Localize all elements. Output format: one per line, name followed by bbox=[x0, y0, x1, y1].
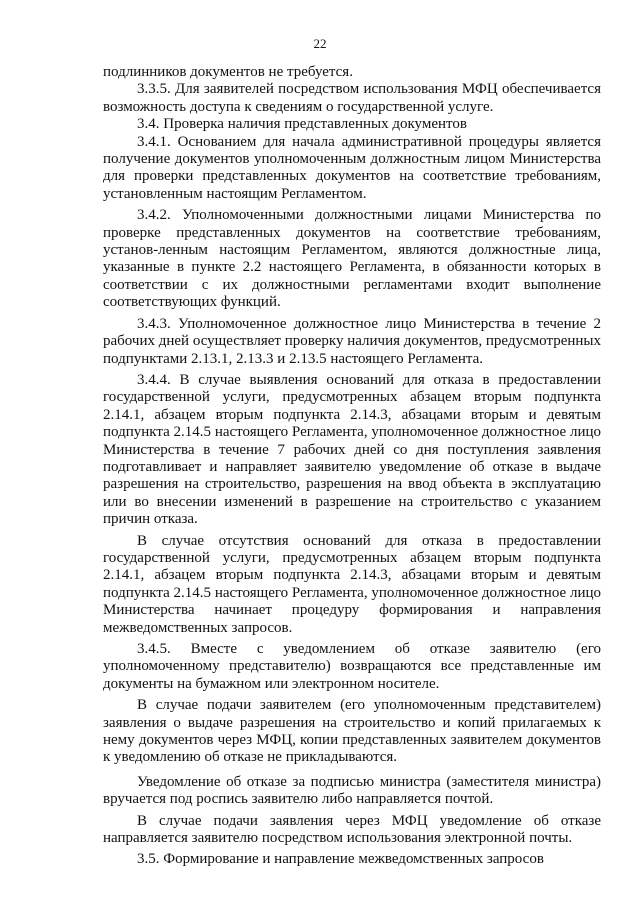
paragraph-3-4-4: 3.4.4. В случае выявления оснований для отказа в предоставлении государственной услуги, предусмотренных абзацем вторым подпункта 2.14.1, абзацем вторым подпункта 2.14.3, абзацами вторым и девятым подпункта 2.14.5 настоящего Регламента, уполномоченное должностное лицо Министерства в течение 7 рабочих дней со дня поступления заявления подготавливает и направляет заявителю уведомление об отказе в выдаче разрешения на строительство, разрешения на ввод объекта в эксплуатацию или во внесении изменений в разрешение на строительство с указанием причин отказа. bbox=[103, 371, 601, 528]
paragraph-3-4-3: 3.4.3. Уполномоченное должностное лицо Министерства в течение 2 рабочих дней осуществляет проверку наличия документов, предусмотренных подпунктами 2.13.1, 2.13.3 и 2.13.5 настоящего Регламента. bbox=[103, 315, 601, 367]
section-heading-3-5: 3.5. Формирование и направление межведомственных запросов bbox=[137, 851, 544, 868]
paragraph-3-4-1: 3.4.1. Основанием для начала административной процедуры является получение документов уполномоченным должностным лицом Министерства для проверки представленных документов на соответствие требованиям, установленным настоящим Регламентом. bbox=[103, 133, 601, 202]
paragraph-3-4-5: 3.4.5. Вместе с уведомлением об отказе заявителю (его уполномоченному представителю) возвращаются все представленные им документы на бумажном или электронном носителе. bbox=[103, 641, 601, 692]
paragraph-mfc-copies: В случае подачи заявителем (его уполномоченным представителем) заявления о выдаче разрешения на строительство и копий прилагаемых к нему документов через МФЦ, копии представленных заявителем документов к уведомлению об отказе не прикладываются. bbox=[103, 697, 601, 766]
paragraph-no-grounds: В случае отсутствия оснований для отказа в предоставлении государственной услуги, предусмотренных абзацем вторым подпункта 2.14.1, абзацем вторым подпункта 2.14.3, абзацами вторым и девятым подпункта 2.14.5 настоящего Регламента, уполномоченное должностное лицо Министерства начинает процедуру формирования и направления межведомственных запросов. bbox=[103, 532, 601, 636]
page-number: 22 bbox=[313, 36, 327, 51]
paragraph-3-3-5: 3.3.5. Для заявителей посредством использования МФЦ обеспечивается возможность доступа к сведениям о государственной услуге. bbox=[103, 81, 601, 115]
paragraph-continuation: подлинников документов не требуется. bbox=[103, 64, 353, 80]
paragraph-3-4-2: 3.4.2. Уполномоченными должностными лицами Министерства по проверке представленных документов на соответствие требованиям, установ-ленным настоящим Регламентом, являются должностные лица, указанные в пункте 2.2 настоящего Регламента, в обязанности которых в соответствии с их должностными регламентами входит выполнение соответствующих функций. bbox=[103, 207, 601, 311]
section-heading-3-4: 3.4. Проверка наличия представленных документов bbox=[137, 116, 467, 133]
document-body bbox=[103, 64, 601, 869]
paragraph-mfc-email: В случае подачи заявления через МФЦ уведомление об отказе направляется заявителю посредством использования электронной почты. bbox=[103, 812, 601, 847]
paragraph-refusal-signature: Уведомление об отказе за подписью министра (заместителя министра) вручается под роспись заявителю либо направляется почтой. bbox=[103, 773, 601, 808]
